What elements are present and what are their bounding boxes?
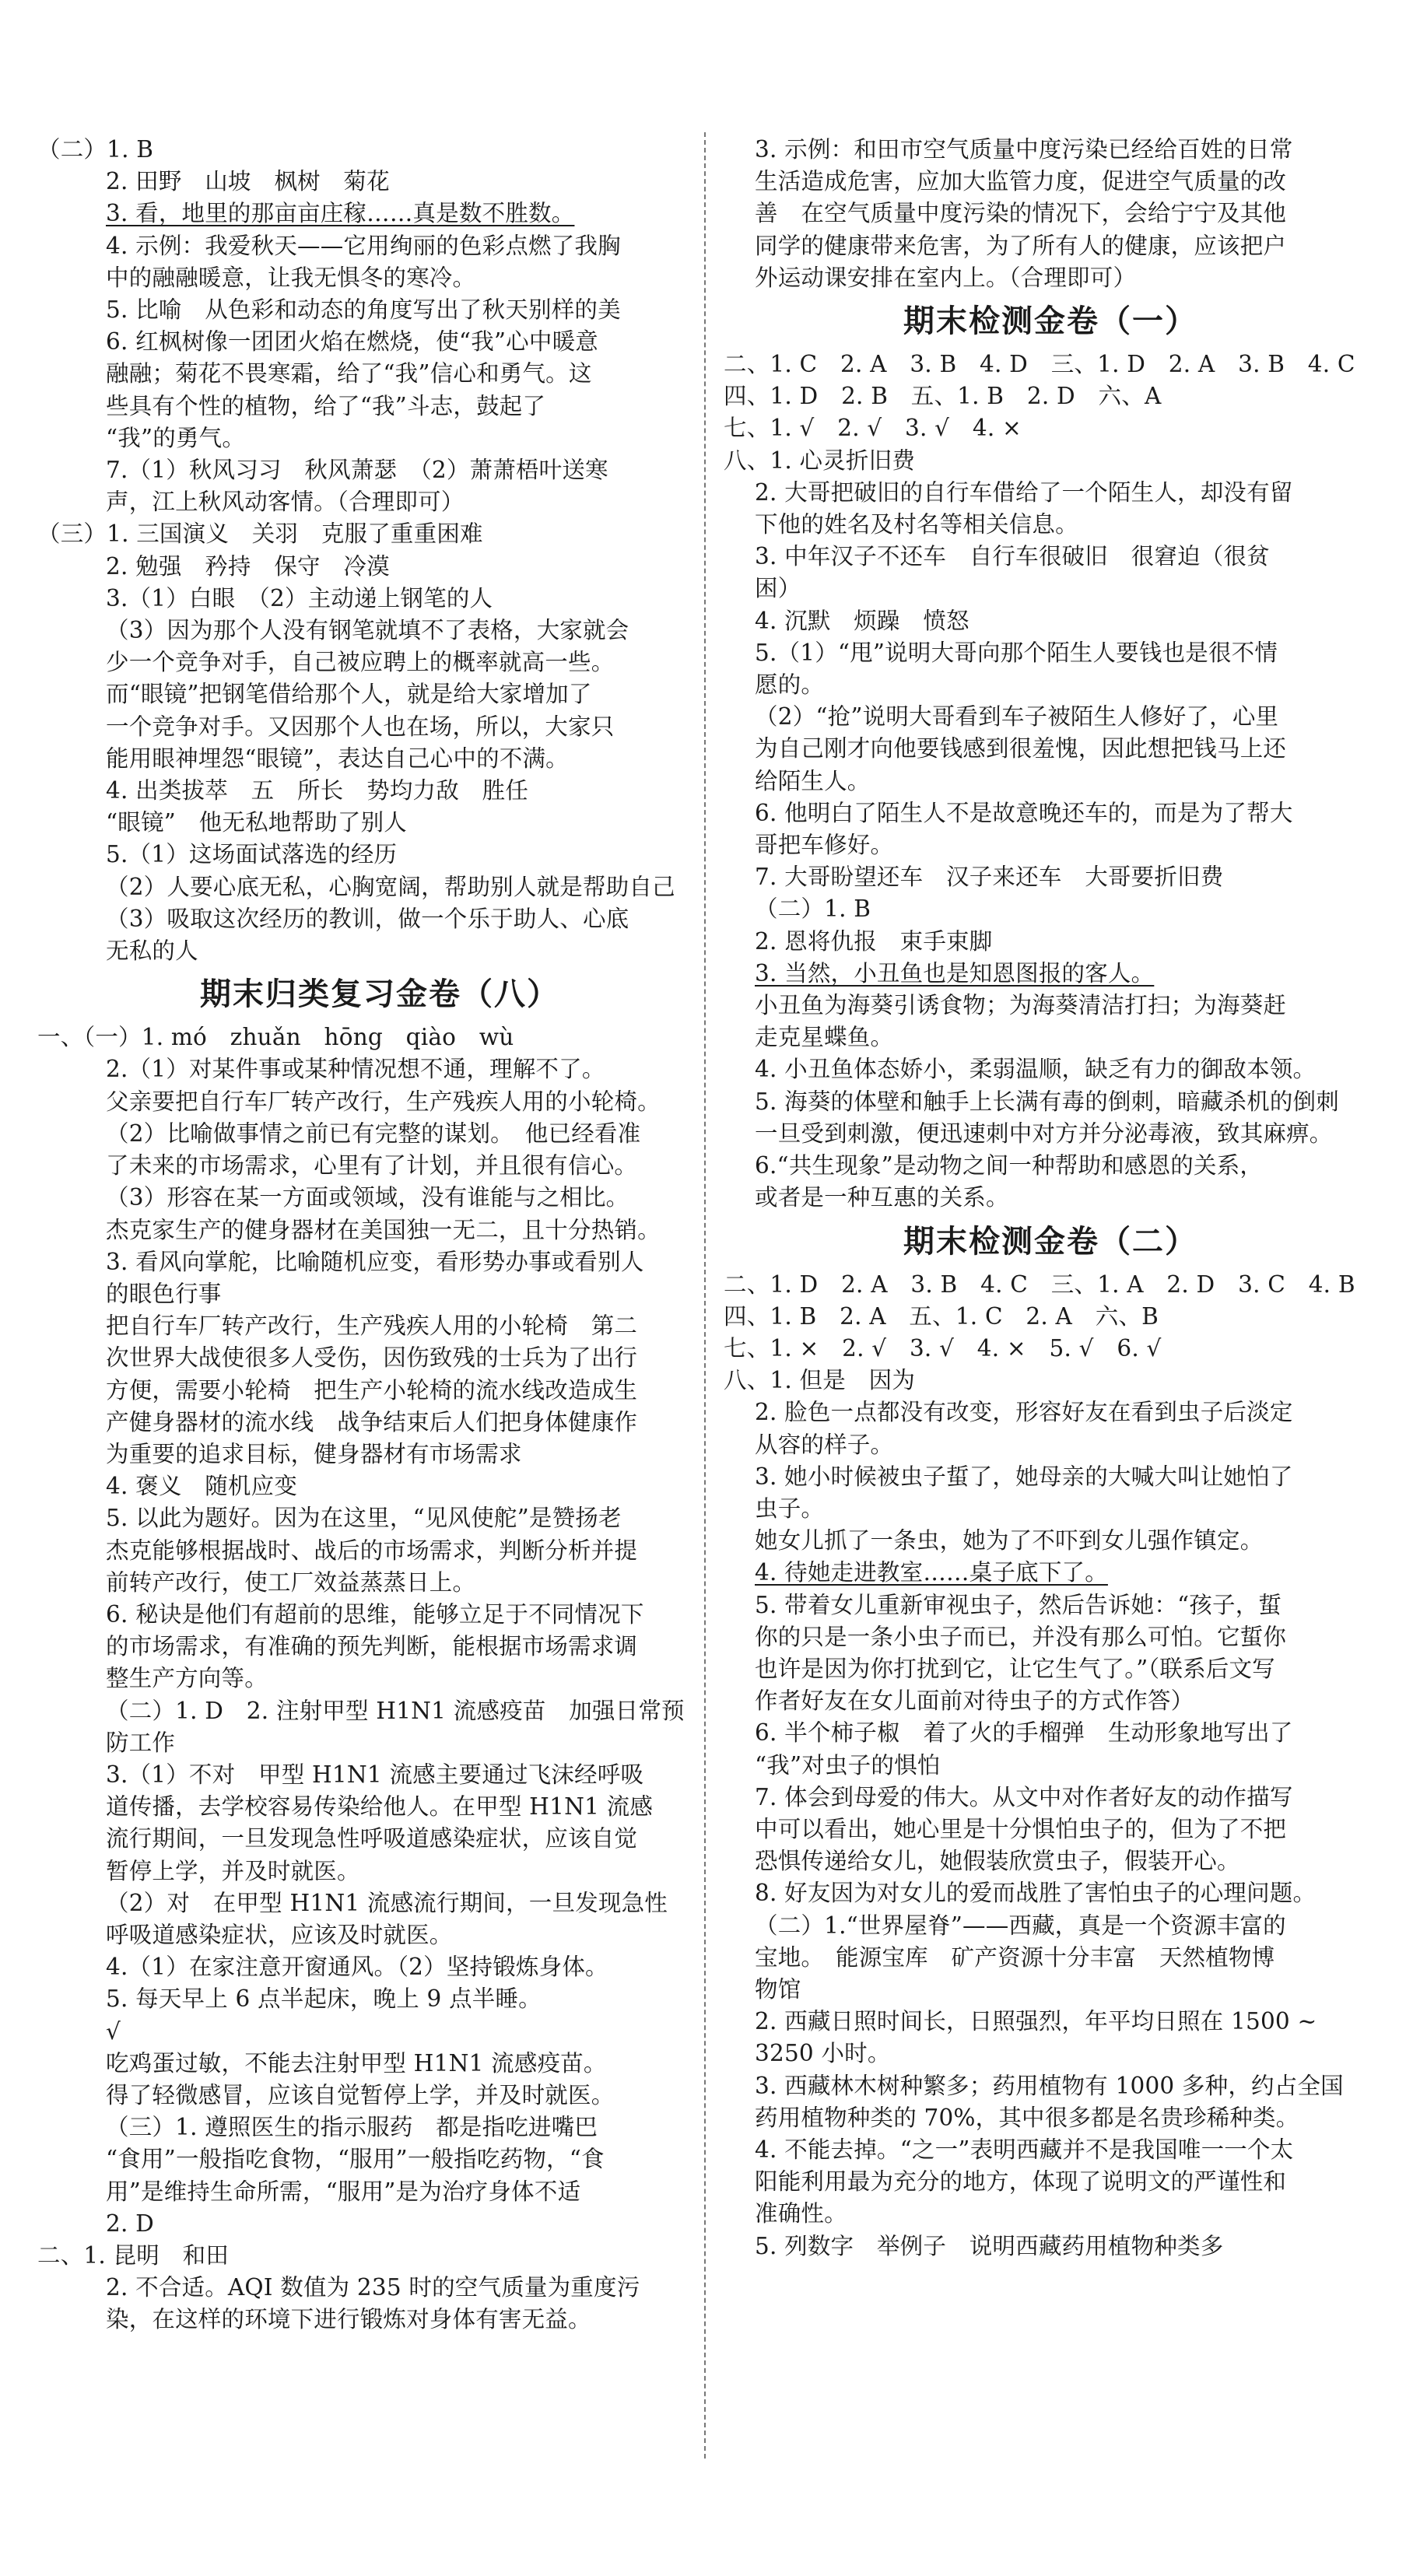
answer-line: 四、1. B 2. A 五、1. C 2. A 六、B — [724, 1302, 1159, 1330]
answer-line: 用”是维持生命所需，“服用”是为治疗身体不适 — [106, 2178, 581, 2205]
answer-line: （二）1. B — [37, 136, 154, 163]
answer-line: 吃鸡蛋过敏，不能去注射甲型 H1N1 流感疫苗。 — [106, 2049, 607, 2077]
answer-line: 前转产改行，使工厂效益蒸蒸日上。 — [106, 1568, 476, 1596]
answer-line: 4. 小丑鱼体态娇小，柔弱温顺，缺乏有力的御敌本领。 — [755, 1056, 1317, 1083]
answer-line: 作者好友在女儿面前对待虫子的方式作答） — [755, 1688, 1194, 1715]
answer-line: 杰克家生产的健身器材在美国独一无二，且十分热销。 — [106, 1216, 661, 1243]
answer-line: 产健身器材的流水线 战争结束后人们把身体健康作 — [106, 1408, 638, 1435]
answer-line: 7. 大哥盼望还车 汉子来还车 大哥要折旧费 — [755, 864, 1224, 891]
answer-line: 3. 看风向掌舵，比喻随机应变，看形势办事或看别人 — [106, 1248, 644, 1275]
answer-line: 二、1. 昆明 和田 — [37, 2242, 230, 2269]
left-column — [37, 134, 722, 2336]
answer-line: 善 在空气质量中度污染的情况下，会给宁宁及其他 — [755, 200, 1287, 227]
section-heading: 期末检测金卷（一） — [903, 303, 1197, 340]
answer-line: 整生产方向等。 — [106, 1665, 268, 1692]
answer-line: 少一个竞争对手，自己被应聘上的概率就高一些。 — [106, 649, 615, 676]
answer-line: （3）吸取这次经历的教训，做一个乐于助人、心底 — [106, 905, 629, 932]
answer-line: 小丑鱼为海葵引诱食物；为海葵清洁打扫；为海葵赶 — [755, 992, 1287, 1019]
answer-line: 次世界大战使很多人受伤，因伤致残的士兵为了出行 — [106, 1344, 638, 1372]
answer-line: 也许是因为你打扰到它，让它生气了。”（联系后文写 — [755, 1655, 1275, 1682]
answer-line: 把自行车厂转产改行，生产残疾人用的小轮椅 第二 — [106, 1313, 638, 1340]
answer-line: 融融；菊花不畏寒霜，给了“我”信心和勇气。这 — [106, 360, 592, 387]
answer-line: 一、（一）1. mó zhuǎn hōng qiào wù — [37, 1024, 514, 1051]
answer-line: （二）1. B — [755, 895, 871, 923]
answer-line: 4. 示例：我爱秋天——它用绚丽的色彩点燃了我胸 — [106, 232, 621, 259]
answer-line: 3. 西藏林木树种繁多；药用植物有 1000 多种，约占全国 — [755, 2072, 1344, 2099]
answer-line: 二、1. C 2. A 3. B 4. D 三、1. D 2. A 3. B 4. C — [724, 351, 1355, 378]
answer-line: 的眼色行事 — [106, 1280, 222, 1307]
answer-line: 阳能利用最为充分的地方，体现了说明文的严谨性和 — [755, 2168, 1287, 2196]
answer-line: 七、1. × 2. √ 3. √ 4. × 5. √ 6. √ — [724, 1334, 1162, 1362]
answer-line: 为重要的追求目标，健身器材有市场需求 — [106, 1440, 522, 1467]
answer-line: （2）“抢”说明大哥看到车子被陌生人修好了，心里 — [755, 703, 1279, 731]
answer-line: 得了轻微感冒，应该自觉暂停上学，并及时就医。 — [106, 2081, 615, 2108]
answer-line: 5. 列数字 举例子 说明西藏药用植物种类多 — [755, 2232, 1224, 2259]
answer-line: 而“眼镜”把钢笔借给那个人，就是给大家增加了 — [106, 681, 592, 708]
answer-line: 的市场需求，有准确的预先判断，能根据市场需求调 — [106, 1633, 638, 1660]
answer-line: 6. 他明白了陌生人不是故意晚还车的，而是为了帮大 — [755, 799, 1293, 826]
answer-line: （三）1. 遵照医生的指示服药 都是指吃进嘴巴 — [106, 2114, 598, 2141]
answer-line: （二）1. D 2. 注射甲型 H1N1 流感疫苗 加强日常预 — [106, 1697, 685, 1724]
answer-line: 七、1. √ 2. √ 3. √ 4. × — [724, 415, 1022, 442]
answer-line: （2）比喻做事情之前已有完整的谋划。 他已经看准 — [106, 1120, 641, 1147]
column-divider — [704, 132, 706, 2459]
answer-line: “我”对虫子的惧怕 — [755, 1751, 941, 1779]
answer-line: 同学的健康带来危害，为了所有人的健康，应该把户 — [755, 232, 1287, 259]
answer-line: 5.（1）这场面试落选的经历 — [106, 841, 398, 868]
answer-line: （2）对 在甲型 H1N1 流感流行期间，一旦发现急性 — [106, 1889, 668, 1916]
answer-line: 6. 秘诀是他们有超前的思维，能够立足于不同情况下 — [106, 1600, 644, 1628]
answer-line: 准确性。 — [755, 2200, 847, 2227]
answer-line: 困） — [755, 575, 801, 602]
answer-line: 或者是一种互惠的关系。 — [755, 1184, 1009, 1211]
answer-line: （二）1.“世界屋脊”——西藏，真是一个资源丰富的 — [755, 1912, 1286, 1939]
answer-line: 2. 恩将仇报 束手束脚 — [755, 927, 993, 955]
answer-line: 4. 出类拔萃 五 所长 势均力敌 胜任 — [106, 777, 529, 804]
right-column — [724, 134, 1377, 2262]
answer-line: 3. 示例：和田市空气质量中度污染已经给百姓的日常 — [755, 136, 1293, 163]
answer-line: 她女儿抓了一条虫，她为了不吓到女儿强作镇定。 — [755, 1527, 1264, 1554]
underlined-answer-line: 3. 当然，小丑鱼也是知恩图报的客人。 — [755, 959, 1155, 987]
answer-line: 愿的。 — [755, 671, 825, 699]
answer-line: 一旦受到刺激，便迅速刺中对方并分泌毒液，致其麻痹。 — [755, 1120, 1333, 1147]
answer-line: 3250 小时。 — [755, 2040, 891, 2067]
answer-line: 2. 大哥把破旧的自行车借给了一个陌生人，却没有留 — [755, 478, 1293, 506]
answer-line: 八、1. 但是 因为 — [724, 1367, 916, 1394]
answer-line: “我”的勇气。 — [106, 424, 246, 451]
answer-line: 父亲要把自行车厂转产改行，生产残疾人用的小轮椅。 — [106, 1088, 661, 1115]
answer-line: 7.（1）秋风习习 秋风萧瑟 （2）萧萧梧叶送寒 — [106, 457, 608, 484]
answer-line: 虫子。 — [755, 1495, 825, 1522]
answer-line: 3.（1）白眼 （2）主动递上钢笔的人 — [106, 584, 493, 612]
answer-line: 7. 体会到母爱的伟大。从文中对作者好友的动作描写 — [755, 1783, 1293, 1810]
answer-line: 5.（1）“甩”说明大哥向那个陌生人要钱也是很不情 — [755, 639, 1278, 666]
answer-line: 2. 勉强 矜持 保守 冷漠 — [106, 552, 390, 580]
answer-line: （3）因为那个人没有钢笔就填不了表格，大家就会 — [106, 617, 629, 644]
answer-line: 你的只是一条小虫子而已，并没有那么可怕。它蜇你 — [755, 1623, 1287, 1650]
answer-line: 染，在这样的环境下进行锻炼对身体有害无益。 — [106, 2306, 591, 2333]
answer-line: 防工作 — [106, 1729, 176, 1756]
answer-line: 声，江上秋风动客情。（合理即可） — [106, 489, 465, 516]
answer-line: 恐惧传递给女儿，她假装欣赏虫子，假装开心。 — [755, 1848, 1240, 1875]
answer-line: 4.（1）在家注意开窗通风。（2）坚持锻炼身体。 — [106, 1954, 608, 1981]
answer-line: √ — [106, 2017, 121, 2045]
answer-line: 生活造成危害，应加大监管力度，促进空气质量的改 — [755, 168, 1287, 195]
answer-line: 方便，需要小轮椅 把生产小轮椅的流水线改造成生 — [106, 1376, 638, 1404]
answer-line: 了未来的市场需求，心里有了计划，并且很有信心。 — [106, 1152, 638, 1179]
answer-line: 2. 田野 山坡 枫树 菊花 — [106, 168, 390, 195]
answer-line: 2. 脸色一点都没有改变，形容好友在看到虫子后淡定 — [755, 1399, 1293, 1426]
answer-line: （2）人要心底无私，心胸宽阔，帮助别人就是帮助自己 — [106, 873, 675, 900]
answer-line: 6. 红枫树像一团团火焰在燃烧，使“我”心中暖意 — [106, 328, 598, 356]
answer-line: 呼吸道感染症状，应该及时就医。 — [106, 1921, 453, 1948]
answer-line: 5. 比喻 从色彩和动态的角度写出了秋天别样的美 — [106, 296, 621, 324]
section-heading: 期末检测金卷（二） — [903, 1223, 1197, 1260]
answer-line: 道传播，去学校容易传染给他人。在甲型 H1N1 流感 — [106, 1793, 654, 1821]
answer-line: 5. 每天早上 6 点半起床，晚上 9 点半睡。 — [106, 1985, 542, 2013]
answer-line: 2. 西藏日照时间长，日照强烈，年平均日照在 1500 ~ — [755, 2008, 1317, 2035]
answer-line: 5. 带着女儿重新审视虫子，然后告诉她：“孩子，蜇 — [755, 1591, 1282, 1618]
answer-line: “眼镜” 他无私地帮助了别人 — [106, 809, 407, 836]
answer-line: 2. 不合适。AQI 数值为 235 时的空气质量为重度污 — [106, 2274, 640, 2301]
answer-line: 4. 沉默 烦躁 愤怒 — [755, 607, 969, 634]
answer-line: 物馆 — [755, 1975, 801, 2003]
answer-line: “食用”一般指吃食物，“服用”一般指吃药物，“食 — [106, 2146, 605, 2173]
underlined-answer-line: 4. 待她走进教室……桌子底下了。 — [755, 1559, 1108, 1586]
answer-line: 八、1. 心灵折旧费 — [724, 447, 916, 474]
answer-line: 一个竞争对手。又因那个人也在场，所以，大家只 — [106, 713, 615, 740]
answer-line: 些具有个性的植物，给了“我”斗志，鼓起了 — [106, 392, 546, 419]
answer-line: 4. 不能去掉。“之一”表明西藏并不是我国唯一一个太 — [755, 2136, 1294, 2163]
answer-line: （3）形容在某一方面或领域，没有谁能与之相比。 — [106, 1184, 629, 1211]
answer-line: 杰克能够根据战时、战后的市场需求，判断分析并提 — [106, 1537, 638, 1564]
answer-line: 2.（1）对某件事或某种情况想不通，理解不了。 — [106, 1056, 605, 1083]
answer-line: 药用植物种类的 70%，其中很多都是名贵珍稀种类。 — [755, 2104, 1299, 2131]
answer-line: 2. D — [106, 2210, 154, 2237]
answer-line: 能用眼神埋怨“眼镜”，表达自己心中的不满。 — [106, 745, 569, 772]
answer-line: 宝地。 能源宝库 矿产资源十分丰富 天然植物博 — [755, 1943, 1275, 1971]
answer-line: 3. 中年汉子不还车 自行车很破旧 很窘迫（很贫 — [755, 543, 1270, 570]
answer-line: 8. 好友因为对女儿的爱而战胜了害怕虫子的心理问题。 — [755, 1880, 1317, 1907]
answer-line: 5. 以此为题好。因为在这里，“见风使舵”是赞扬老 — [106, 1505, 622, 1532]
answer-line: 3.（1）不对 甲型 H1N1 流感主要通过飞沫经呼吸 — [106, 1761, 644, 1788]
answer-line: 流行期间，一旦发现急性呼吸道感染症状，应该自觉 — [106, 1825, 638, 1852]
answer-line: 从容的样子。 — [755, 1431, 894, 1458]
answer-line: 6. 半个柿子椒 着了火的手榴弹 生动形象地写出了 — [755, 1719, 1293, 1747]
answer-line: 中的融融暖意，让我无惧冬的寒冷。 — [106, 264, 476, 291]
answer-line: 外运动课安排在室内上。（合理即可） — [755, 264, 1137, 291]
answer-line: 给陌生人。 — [755, 767, 871, 794]
answer-line: （三）1. 三国演义 关羽 克服了重重困难 — [37, 520, 483, 548]
underlined-answer-line: 3. 看，地里的那亩亩庄稼……真是数不胜数。 — [106, 200, 575, 227]
answer-line: 6.“共生现象”是动物之间一种帮助和感恩的关系， — [755, 1152, 1264, 1179]
answer-line: 暂停上学，并及时就医。 — [106, 1857, 360, 1884]
answer-line: 3. 她小时候被虫子蜇了，她母亲的大喊大叫让她怕了 — [755, 1463, 1293, 1490]
section-heading: 期末归类复习金卷（八） — [200, 976, 559, 1013]
answer-line: 走克星蝶鱼。 — [755, 1024, 894, 1051]
answer-line: 4. 褒义 随机应变 — [106, 1473, 298, 1500]
answer-line: 5. 海葵的体壁和触手上长满有毒的倒刺，暗藏杀机的倒刺 — [755, 1088, 1339, 1115]
answer-line: 下他的姓名及村名等相关信息。 — [755, 511, 1078, 538]
answer-line: 无私的人 — [106, 938, 198, 965]
answer-line: 二、1. D 2. A 3. B 4. C 三、1. A 2. D 3. C 4. B — [724, 1270, 1355, 1298]
answer-line: 哥把车修好。 — [755, 832, 894, 859]
answer-line: 中可以看出，她心里是十分惧怕虫子的，但为了不把 — [755, 1815, 1287, 1842]
answer-line: 为自己刚才向他要钱感到很羞愧，因此想把钱马上还 — [755, 735, 1287, 762]
answer-line: 四、1. D 2. B 五、1. B 2. D 六、A — [724, 383, 1162, 410]
